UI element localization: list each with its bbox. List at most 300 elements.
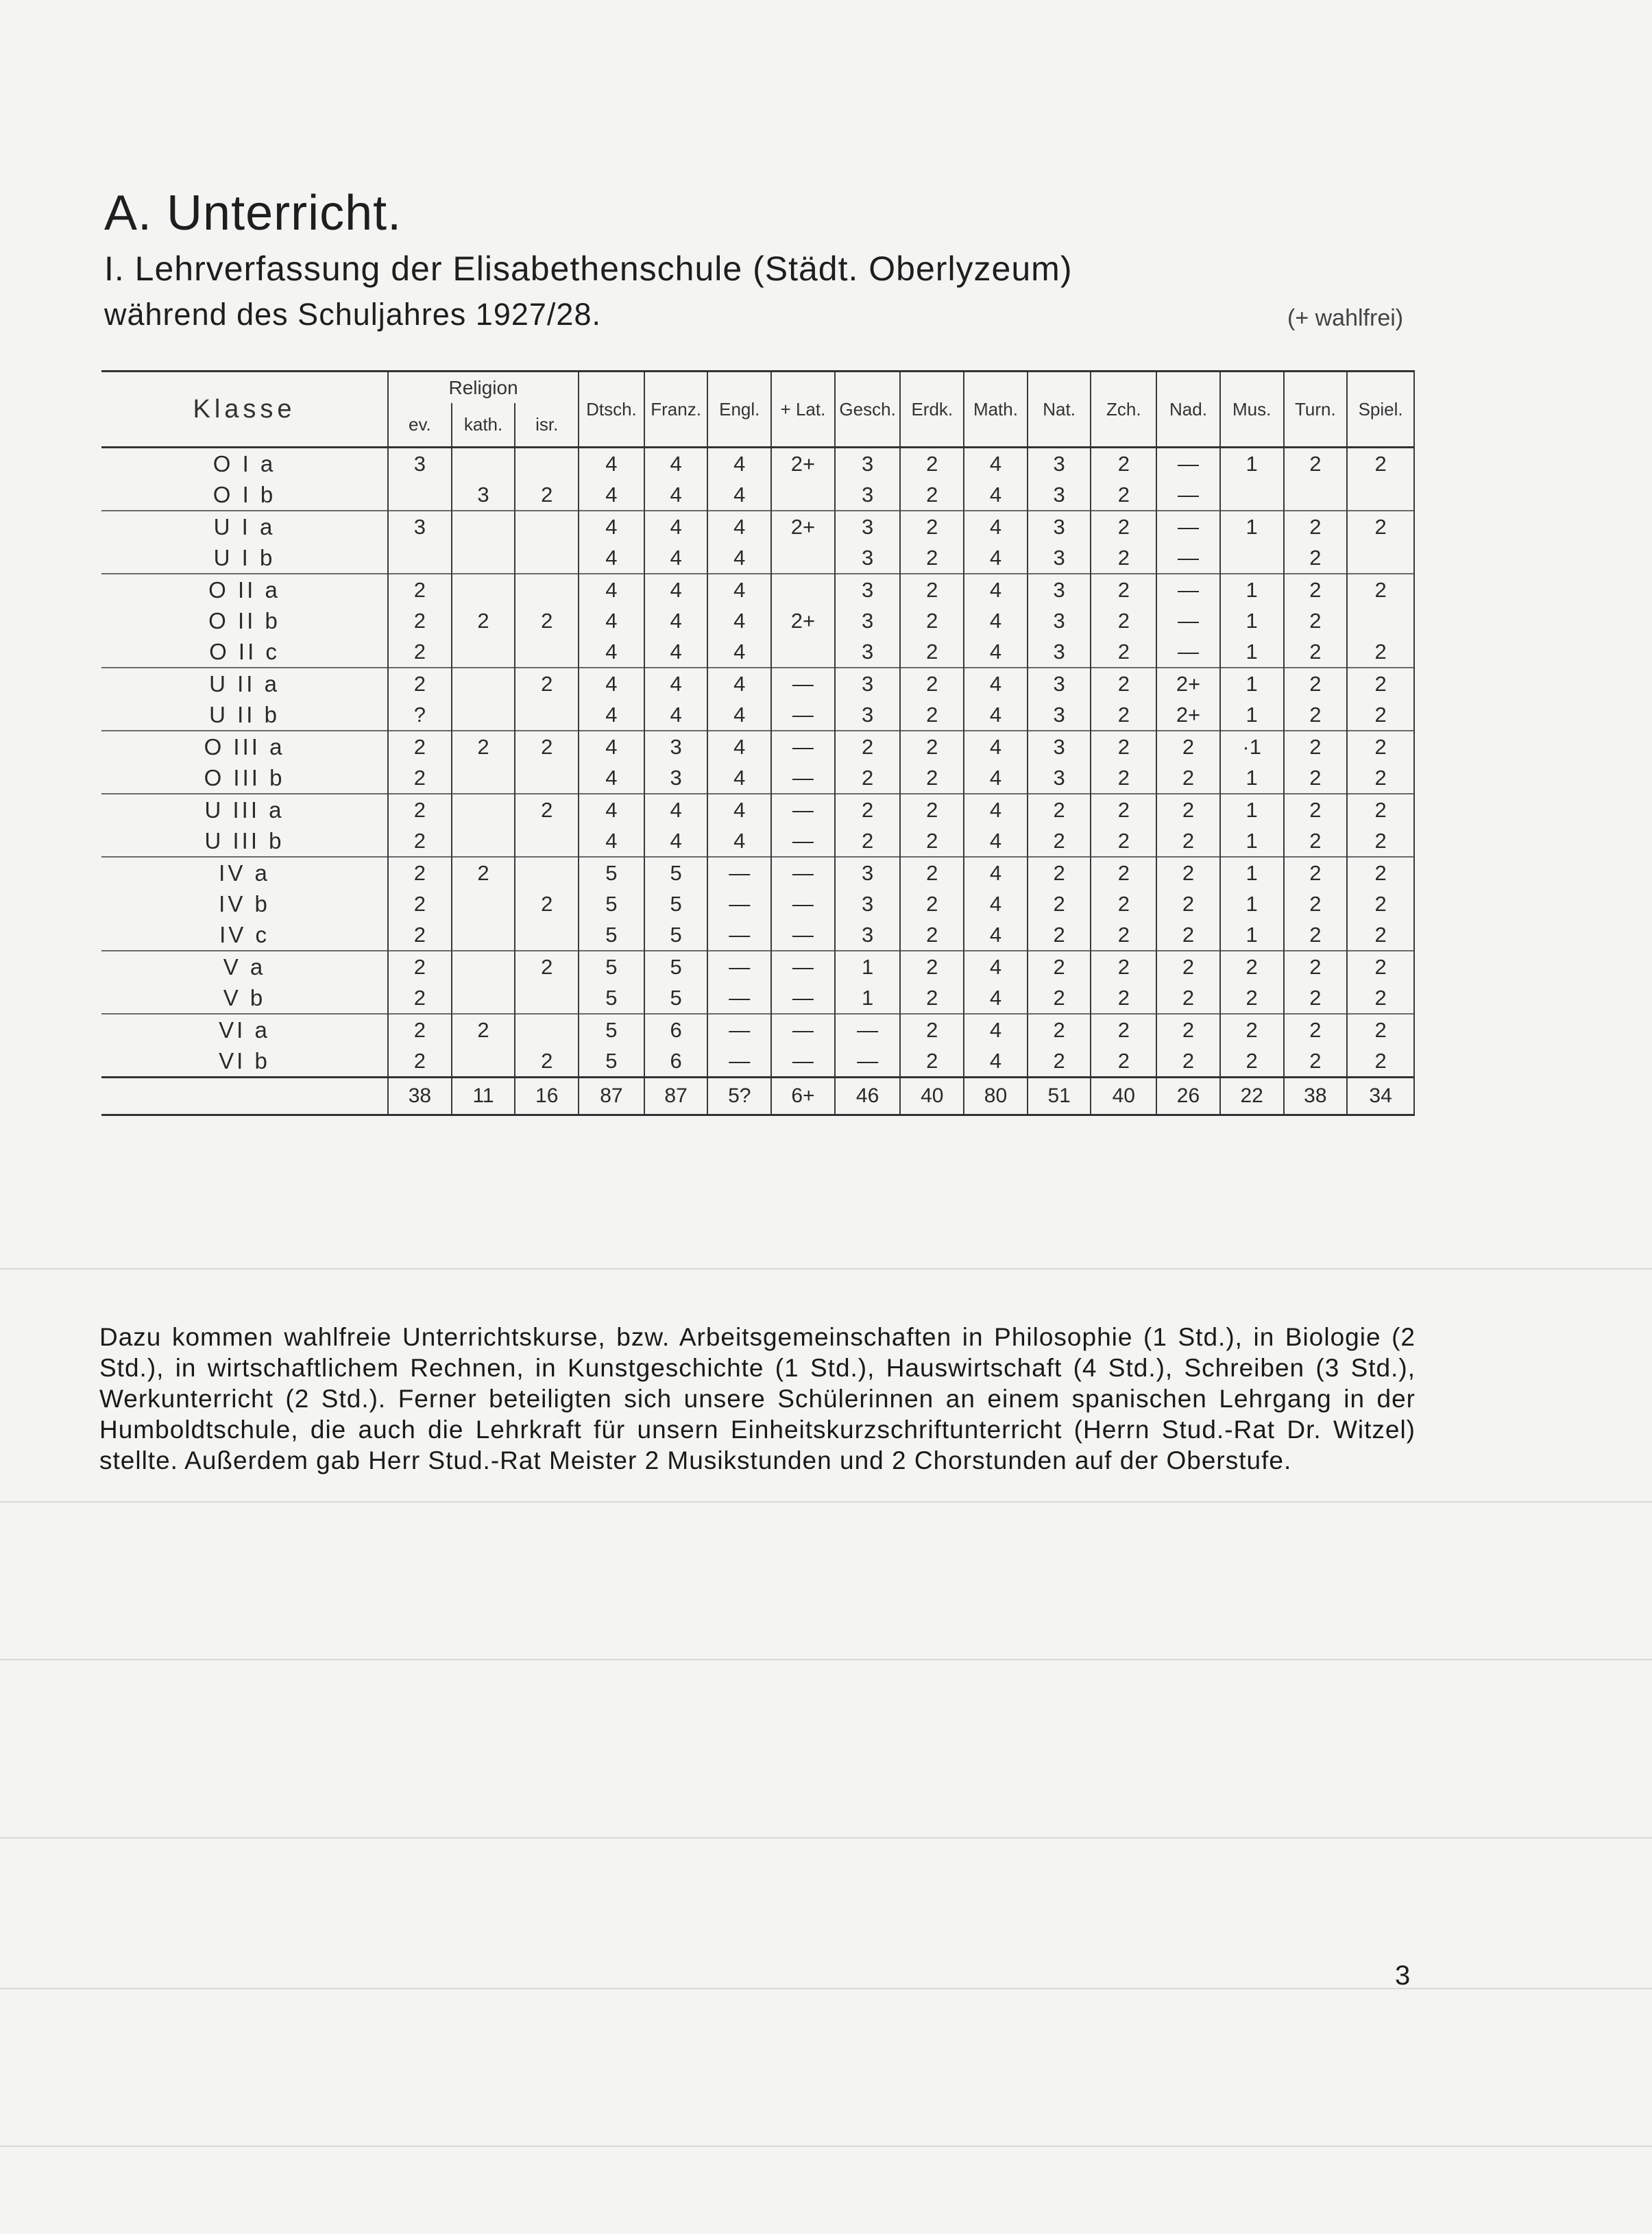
hours-value: 3 (861, 515, 874, 539)
hours-value: 2 (1309, 672, 1322, 696)
hours-value: 4 (733, 672, 746, 696)
hours-cell-gesch (835, 574, 901, 668)
totals-label-cell (101, 1078, 388, 1115)
hours-cell-zch (1091, 951, 1156, 1014)
total-erdk: 40 (900, 1078, 964, 1115)
hours-value (452, 511, 515, 542)
hours-cell-math (964, 574, 1028, 668)
hours-value: 5 (670, 986, 682, 1010)
hours-value: 2+ (790, 515, 816, 539)
hours-value: 2 (926, 798, 938, 822)
hours-value (1348, 605, 1413, 636)
hours-value: 2 (413, 892, 426, 916)
hours-value: 2 (1053, 955, 1065, 979)
hours-value: 5 (605, 861, 618, 885)
hours-value: 2 (1374, 766, 1387, 790)
hours-cell-franz (644, 511, 708, 574)
hours-value: 2 (1117, 483, 1130, 507)
hours-value: 2 (926, 861, 938, 885)
hours-value: 1 (1246, 640, 1258, 664)
hours-value: 4 (733, 609, 746, 633)
hours-cell-turn (1284, 574, 1348, 668)
hours-value: 4 (733, 640, 746, 664)
hours-value: — (792, 672, 814, 696)
hours-cell-kath (452, 448, 515, 511)
hours-value: 3 (413, 515, 426, 539)
hours-value (772, 479, 834, 510)
hours-cell-nat (1028, 951, 1091, 1014)
hours-value (452, 448, 515, 479)
hours-value (452, 699, 515, 730)
hours-cell-kath (452, 574, 515, 668)
hours-value: 2 (926, 829, 938, 853)
hours-value: — (729, 986, 751, 1010)
hours-cell-kath (452, 511, 515, 574)
hours-value: 3 (1053, 735, 1065, 759)
hours-cell-nat (1028, 1014, 1091, 1078)
hours-cell-spiel (1347, 951, 1414, 1014)
hours-cell-zch (1091, 857, 1156, 951)
hours-value: — (729, 923, 751, 947)
hours-value: 2 (1246, 986, 1258, 1010)
hours-value: 1 (1246, 923, 1258, 947)
hours-value: 2+ (1176, 672, 1201, 696)
hours-value: 2 (1117, 735, 1130, 759)
hours-value: 4 (989, 452, 1002, 476)
hours-value (515, 448, 578, 479)
hours-value: 2+ (1176, 703, 1201, 727)
hours-cell-mus (1220, 857, 1284, 951)
hours-cell-math (964, 794, 1028, 857)
hours-value: 2 (413, 578, 426, 602)
header-religion: Religion (388, 372, 579, 404)
table-row (101, 574, 1414, 668)
hours-cell-zch (1091, 448, 1156, 511)
hours-value: 3 (861, 892, 874, 916)
hours-value: 4 (989, 1018, 1002, 1042)
hours-value: 2 (413, 1049, 426, 1073)
hours-value: 2 (1309, 546, 1322, 570)
klasse-label: O III b (204, 765, 285, 790)
klasse-label: O I b (212, 482, 276, 507)
hours-value: ? (413, 703, 426, 727)
bleed-line (0, 2146, 1652, 2147)
hours-value: 2 (1053, 861, 1065, 885)
hours-cell-nat (1028, 857, 1091, 951)
hours-value: 4 (989, 578, 1002, 602)
hours-value: 1 (1246, 609, 1258, 633)
hours-cell-engl (707, 1014, 771, 1078)
hours-cell-nad (1156, 574, 1220, 668)
hours-value: 2 (1374, 452, 1387, 476)
header-gesch: Gesch. (835, 372, 901, 448)
hours-value: 2 (1117, 640, 1130, 664)
hours-value: 4 (605, 798, 618, 822)
klasse-label: U II b (209, 702, 280, 727)
hours-cell-ev (388, 951, 452, 1014)
header-erdk: Erdk. (900, 372, 964, 448)
total-franz: 87 (644, 1078, 708, 1115)
hours-value: 2 (1309, 829, 1322, 853)
hours-cell-nad (1156, 668, 1220, 731)
hours-cell-erdk (900, 731, 964, 794)
hours-cell-nad (1156, 857, 1220, 951)
header-ev: ev. (388, 403, 452, 447)
hours-value: 4 (989, 515, 1002, 539)
klasse-label: U III a (204, 797, 284, 823)
hours-cell-nad (1156, 1014, 1220, 1078)
hours-value: 2 (1117, 955, 1130, 979)
hours-cell-mus (1220, 794, 1284, 857)
hours-value: 2 (1309, 640, 1322, 664)
hours-value: 4 (605, 766, 618, 790)
hours-value: 3 (1053, 766, 1065, 790)
hours-value: 2 (1374, 1049, 1387, 1073)
hours-value: — (729, 892, 751, 916)
hours-value (452, 951, 515, 982)
hours-cell-nad (1156, 794, 1220, 857)
hours-value (452, 1045, 515, 1076)
hours-value: 4 (670, 672, 682, 696)
hours-value: — (1177, 578, 1199, 602)
hours-value: 4 (733, 735, 746, 759)
hours-value: 2 (1117, 798, 1130, 822)
hours-cell-spiel (1347, 794, 1414, 857)
hours-value: 4 (989, 955, 1002, 979)
hours-cell-lat (771, 668, 835, 731)
hours-cell-franz (644, 574, 708, 668)
hours-value: 2 (1117, 829, 1130, 853)
hours-cell-nad (1156, 511, 1220, 574)
hours-value: 2 (1246, 955, 1258, 979)
klasse-label: IV b (219, 891, 270, 916)
hours-cell-lat (771, 448, 835, 511)
hours-value: 4 (989, 861, 1002, 885)
header-spiel: Spiel. (1347, 372, 1414, 448)
hours-value: 2 (413, 798, 426, 822)
hours-value (452, 794, 515, 825)
hours-cell-isr (515, 668, 579, 731)
hours-value: 1 (1246, 672, 1258, 696)
klasse-label: O II a (208, 577, 280, 603)
hours-value: 4 (989, 923, 1002, 947)
hours-value: 4 (989, 546, 1002, 570)
hours-value: 3 (670, 735, 682, 759)
klasse-label: O II b (208, 608, 280, 633)
hours-value: 2 (541, 798, 553, 822)
hours-value: 2 (1117, 578, 1130, 602)
hours-value: 2 (1182, 955, 1195, 979)
hours-value: 2 (926, 672, 938, 696)
hours-cell-dtsch (579, 448, 644, 511)
hours-value: 2 (1053, 923, 1065, 947)
hours-value: 2 (1117, 703, 1130, 727)
hours-cell-zch (1091, 511, 1156, 574)
hours-value: 2 (1053, 1049, 1065, 1073)
hours-cell-zch (1091, 1014, 1156, 1078)
hours-value: 2 (926, 609, 938, 633)
hours-value: 2 (541, 955, 553, 979)
hours-value: 2 (413, 923, 426, 947)
hours-value: 3 (861, 703, 874, 727)
hours-value: 2 (1309, 892, 1322, 916)
hours-cell-lat (771, 574, 835, 668)
hours-cell-lat (771, 731, 835, 794)
hours-value (452, 888, 515, 919)
hours-value: 5 (605, 1018, 618, 1042)
table-row (101, 668, 1414, 731)
hours-cell-erdk (900, 794, 964, 857)
hours-value: 2 (926, 546, 938, 570)
hours-value: 2 (477, 861, 489, 885)
hours-value: 4 (605, 609, 618, 633)
hours-value (515, 919, 578, 950)
hours-value: 3 (861, 640, 874, 664)
hours-value (452, 542, 515, 573)
hours-cell-kath (452, 731, 515, 794)
hours-value (515, 825, 578, 856)
hours-value: 4 (989, 829, 1002, 853)
hours-value: 2 (926, 703, 938, 727)
klasse-cell (101, 511, 388, 574)
hours-value: 3 (670, 766, 682, 790)
hours-value: 2 (926, 640, 938, 664)
hours-value: 3 (861, 546, 874, 570)
hours-value (452, 982, 515, 1013)
total-mus: 22 (1220, 1078, 1284, 1115)
hours-value: 2 (1117, 546, 1130, 570)
hours-value: 2 (1117, 861, 1130, 885)
hours-cell-franz (644, 794, 708, 857)
hours-cell-isr (515, 448, 579, 511)
hours-value: 3 (1053, 703, 1065, 727)
hours-value: 2 (413, 672, 426, 696)
hours-value (772, 574, 834, 605)
hours-cell-franz (644, 731, 708, 794)
hours-value (515, 982, 578, 1013)
page-number: 3 (1395, 1960, 1411, 1991)
hours-value: 2 (1309, 923, 1322, 947)
hours-cell-engl (707, 951, 771, 1014)
hours-value: 3 (477, 483, 489, 507)
hours-cell-kath (452, 794, 515, 857)
hours-cell-spiel (1347, 448, 1414, 511)
table-row (101, 448, 1414, 511)
hours-value: 2 (1374, 703, 1387, 727)
hours-value: 4 (605, 703, 618, 727)
hours-value: 3 (861, 609, 874, 633)
hours-cell-lat (771, 857, 835, 951)
hours-cell-nat (1028, 574, 1091, 668)
hours-value (772, 542, 834, 573)
header-klasse: Klasse (101, 372, 388, 448)
hours-value: 1 (1246, 515, 1258, 539)
hours-cell-ev (388, 511, 452, 574)
hours-cell-isr (515, 794, 579, 857)
hours-value: 3 (861, 861, 874, 885)
hours-value: 2 (477, 1018, 489, 1042)
hours-value: 2 (1182, 923, 1195, 947)
hours-value: 5 (605, 1049, 618, 1073)
klasse-cell (101, 857, 388, 951)
hours-cell-dtsch (579, 857, 644, 951)
hours-cell-zch (1091, 794, 1156, 857)
header-turn: Turn. (1284, 372, 1348, 448)
hours-value: 2 (926, 923, 938, 947)
hours-value: 4 (670, 829, 682, 853)
total-dtsch: 87 (579, 1078, 644, 1115)
klasse-cell (101, 794, 388, 857)
hours-value: 4 (989, 798, 1002, 822)
hours-cell-gesch (835, 794, 901, 857)
total-nad: 26 (1156, 1078, 1220, 1115)
header-lat: + Lat. (771, 372, 835, 448)
hours-cell-isr (515, 731, 579, 794)
hours-cell-math (964, 668, 1028, 731)
hours-value: 2 (1309, 1049, 1322, 1073)
hours-value: 2 (1309, 766, 1322, 790)
hours-value: 2 (541, 892, 553, 916)
hours-value (515, 762, 578, 793)
hours-cell-gesch (835, 731, 901, 794)
hours-value: 2 (926, 483, 938, 507)
hours-value: 2 (413, 766, 426, 790)
section-title: A. Unterricht. (104, 186, 402, 241)
hours-value: 3 (1053, 672, 1065, 696)
hours-value: 2 (1117, 672, 1130, 696)
hours-cell-nad (1156, 731, 1220, 794)
hours-value (515, 858, 578, 888)
hours-value: 5 (670, 861, 682, 885)
hours-cell-engl (707, 448, 771, 511)
header-nad: Nad. (1156, 372, 1220, 448)
klasse-cell (101, 574, 388, 668)
hours-cell-erdk (900, 668, 964, 731)
hours-value: 4 (989, 672, 1002, 696)
hours-value (1348, 542, 1413, 573)
hours-cell-lat (771, 1014, 835, 1078)
hours-value: 4 (670, 798, 682, 822)
hours-value: — (1177, 515, 1199, 539)
hours-value: 2 (1374, 735, 1387, 759)
hours-value: 2 (926, 735, 938, 759)
hours-cell-lat (771, 511, 835, 574)
table-row (101, 857, 1414, 951)
hours-cell-turn (1284, 511, 1348, 574)
hours-value: 2 (541, 735, 553, 759)
hours-value: 2 (1309, 609, 1322, 633)
hours-value: 5 (605, 955, 618, 979)
total-gesch: 46 (835, 1078, 901, 1115)
hours-value: — (729, 1018, 751, 1042)
table-title: I. Lehrverfassung der Elisabethenschule (Städt. Oberlyzeum) (104, 250, 1073, 288)
hours-value: 3 (1053, 515, 1065, 539)
hours-value: 2 (541, 1049, 553, 1073)
hours-cell-gesch (835, 951, 901, 1014)
hours-value: 2 (926, 986, 938, 1010)
hours-cell-isr (515, 574, 579, 668)
hours-value: 3 (1053, 452, 1065, 476)
hours-value: — (792, 955, 814, 979)
hours-value (515, 511, 578, 542)
total-spiel: 34 (1347, 1078, 1414, 1115)
hours-value: 2 (926, 1049, 938, 1073)
hours-value: 2 (413, 829, 426, 853)
hours-cell-math (964, 1014, 1028, 1078)
hours-value: 3 (1053, 609, 1065, 633)
hours-value: 2 (1309, 515, 1322, 539)
hours-cell-kath (452, 951, 515, 1014)
klasse-label: VI a (219, 1017, 270, 1043)
hours-value: — (792, 1018, 814, 1042)
hours-value: 2 (541, 672, 553, 696)
curriculum-table (101, 370, 1415, 1116)
hours-cell-spiel (1347, 511, 1414, 574)
hours-cell-kath (452, 1014, 515, 1078)
totals-row (101, 1078, 1414, 1115)
hours-value: — (792, 986, 814, 1010)
hours-value: 5 (670, 923, 682, 947)
hours-cell-spiel (1347, 1014, 1414, 1078)
hours-value: 1 (1246, 892, 1258, 916)
hours-cell-math (964, 731, 1028, 794)
hours-value: 4 (733, 703, 746, 727)
total-nat: 51 (1028, 1078, 1091, 1115)
hours-value: 3 (1053, 578, 1065, 602)
hours-cell-mus (1220, 668, 1284, 731)
hours-value: 4 (605, 483, 618, 507)
hours-cell-ev (388, 668, 452, 731)
hours-value: 4 (989, 703, 1002, 727)
table-body (101, 448, 1414, 1115)
hours-value: 2 (1309, 578, 1322, 602)
hours-cell-engl (707, 574, 771, 668)
hours-value: 2 (1374, 861, 1387, 885)
klasse-label: V a (223, 954, 266, 980)
hours-value: 4 (989, 609, 1002, 633)
hours-cell-erdk (900, 448, 964, 511)
total-ev: 38 (388, 1078, 452, 1115)
hours-value: 6 (670, 1049, 682, 1073)
klasse-label: O I a (212, 451, 276, 476)
hours-value: — (857, 1018, 879, 1042)
hours-value: 1 (1246, 452, 1258, 476)
hours-value: — (1177, 609, 1199, 633)
hours-value: 2 (541, 609, 553, 633)
hours-cell-nat (1028, 511, 1091, 574)
hours-cell-erdk (900, 511, 964, 574)
hours-value: 2 (413, 1018, 426, 1042)
hours-value: 3 (861, 483, 874, 507)
supplementary-courses-paragraph: Dazu kommen wahlfreie Unterrichtskurse, bzw. Arbeitsgemeinschaften in Philosophie (1 Std.), in Biologie (2 Std.), in wirtschaftlichem Rechnen, in Kunstgeschichte (1 Std.), Hauswirtschaft (4 Std.), Schreiben (3 Std.), Werkunterricht (2 Std.). Ferner beteiligten sich unsere Schülerinnen an einem spanischen Lehrgang in der Humboldtschule, die auch die Lehrkraft für unsern Einheitskurzschriftunterricht (Herrn Stud.-Rat Dr. Witzel) stellte. Außerdem gab Herr Stud.-Rat Meister 2 Musikstunden und 2 Chorstunden auf der Oberstufe. (99, 1323, 1416, 1474)
hours-value: 4 (605, 640, 618, 664)
hours-cell-isr (515, 951, 579, 1014)
hours-value: 2 (1117, 986, 1130, 1010)
hours-cell-erdk (900, 574, 964, 668)
hours-value (389, 479, 451, 510)
hours-cell-franz (644, 448, 708, 511)
klasse-cell (101, 1014, 388, 1078)
klasse-label: U I b (213, 545, 276, 570)
hours-cell-zch (1091, 668, 1156, 731)
hours-cell-spiel (1347, 731, 1414, 794)
hours-value: 4 (733, 483, 746, 507)
hours-value: 1 (1246, 861, 1258, 885)
hours-cell-nad (1156, 448, 1220, 511)
total-zch: 40 (1091, 1078, 1156, 1115)
hours-value: 4 (670, 609, 682, 633)
hours-value: 2 (1374, 955, 1387, 979)
